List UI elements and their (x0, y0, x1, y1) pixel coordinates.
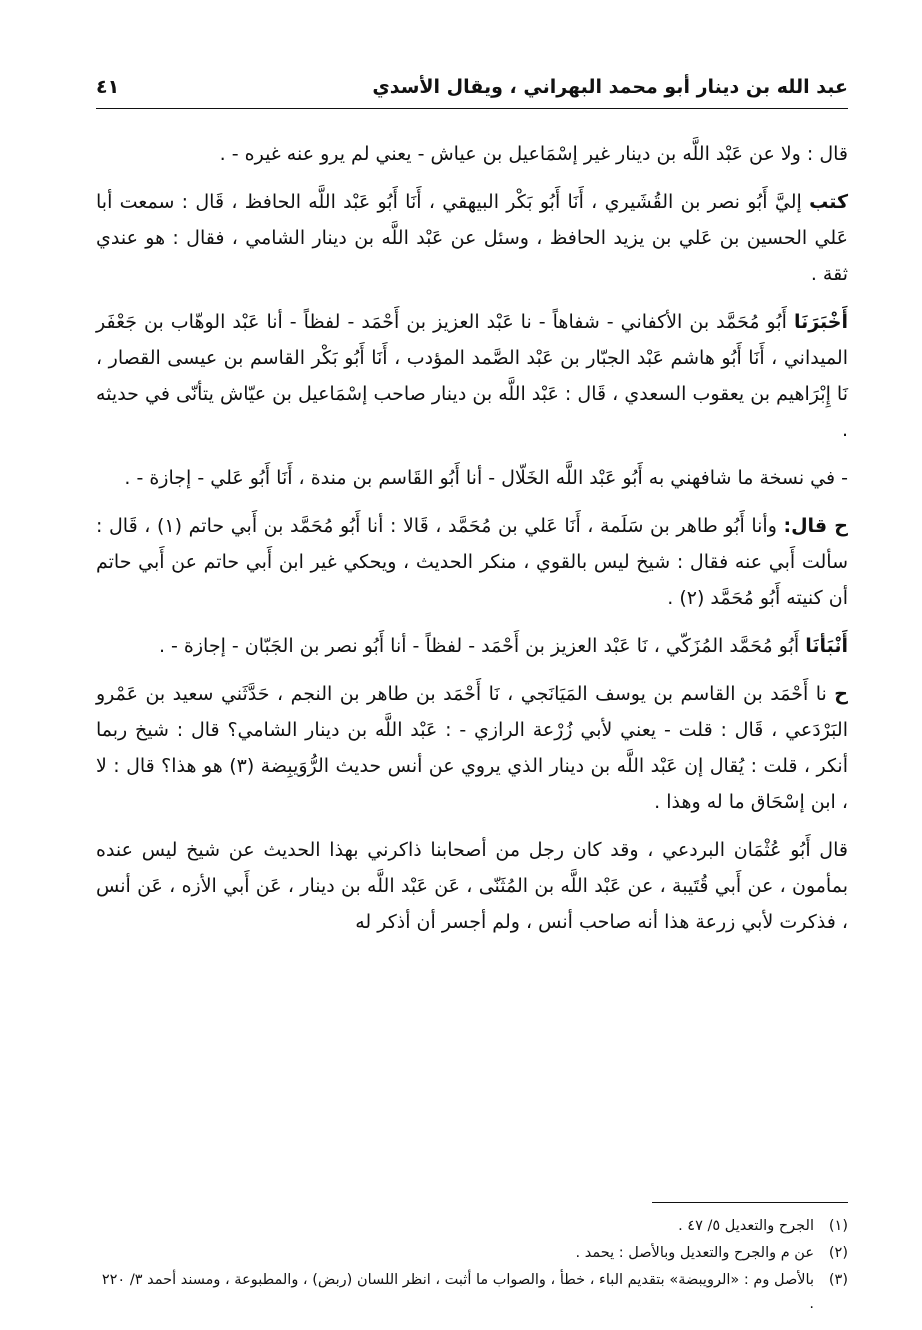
running-header (96, 70, 848, 106)
footnotes (96, 1214, 848, 1319)
paragraph-text: أَبُو مُحَمَّد بن الأكفاني - شفاهاً - نا عَبْد العزيز بن أَحْمَد - لفظاً - أنا عَبْد الوهّاب بن جَعْفَر الميداني ، أَنَا أَبُو هاشم عَبْد الجبّار بن عَبْد الصَّمد المؤدب ، أَنَا أَبُو بَكْر القاسم بن عيسى القصار ، نَا إِبْرَاهيم بن يعقوب السعدي ، قَال : عَبْد اللَّه بن دينار صاحب إسْمَاعيل بن عيّاش يتأنّى في حديثه . (96, 311, 848, 441)
footnote-text: عن م والجرح والتعديل وبالأصل : يحمد . (575, 1245, 814, 1261)
paragraph-text: - في نسخة ما شافهني به أَبُو عَبْد اللَّه الخَلّال - أنا أَبُو القَاسم بن مندة ، أَنَا أَبُو عَلي - إجازة - . (124, 467, 848, 489)
paragraph-text: قال أَبُو عُثْمَان البردعي ، وقد كان رجل من أصحابنا ذاكرني بهذا الحديث عن شيخ ليس عنده بمأمون ، عن أَبي قُتَيبة ، عن عَبْد اللَّه بن المُثَنّى ، عَن عَبْد اللَّه بن دينار ، عَن أَبي الأزه ، عَن أنس ، فذكرت لأبي زرعة هذا أنه صاحب أنس ، ولم أجسر أن أذكر له (96, 839, 848, 933)
paragraph-text: وأنا أَبُو طاهر بن سَلَمة ، أَنَا عَلي بن مُحَمَّد ، قَالا : أنا أَبُو مُحَمَّد بن أَبي حاتم (١) ، قَال : سألت أَبي عنه فقال : شيخ ليس بالقوي ، منكر الحديث ، ويحكي غير ابن أَبي حاتم عن أَبي حاتم أن كنيته أَبُو مُحَمَّد (٢) . (96, 515, 848, 609)
paragraph-lead: أَخْبَرَنَا (793, 311, 848, 333)
header-rule (96, 108, 848, 109)
paragraph-lead: ح (834, 683, 848, 705)
paragraph-text: نا أَحْمَد بن القاسم بن يوسف المَيَانَجي ، نَا أَحْمَد بن طاهر بن النجم ، حَدَّثَني سعيد بن عَمْرو البَرْدَعي ، قَال : قلت - يعني لأبي زُرْعة الرازي - : عَبْد اللَّه بن دينار الشامي؟ قال : شيخ ربما أنكر ، قلت : يُقال إن عَبْد اللَّه بن دينار الذي يروي عن أنس حديث الرُّوَيبِضة (٣) هو هذا؟ قال : لا ، ابن إسْحَاق ما له وهذا . (96, 683, 848, 813)
footnote (96, 1214, 848, 1238)
paragraph-text: أَبُو مُحَمَّد المُزَكّي ، نَا عَبْد العزيز بن أَحْمَد - لفظاً - أنا أَبُو نصر بن الجَبّان - إجازة - . (158, 635, 806, 657)
paragraph (96, 628, 848, 664)
paragraph (96, 460, 848, 496)
header-title: عبد الله بن دينار أبو محمد البهراني ، ويقال الأسدي (372, 76, 848, 98)
footnote-rule (652, 1202, 848, 1203)
paragraph (96, 676, 848, 820)
paragraph (96, 136, 848, 172)
paragraph (96, 184, 848, 292)
main-text (96, 136, 848, 952)
footnote-number: (١) (828, 1218, 848, 1234)
paragraph (96, 832, 848, 940)
paragraph-text: قال : ولا عن عَبْد اللَّه بن دينار غير إسْمَاعيل بن عياش - يعني لم يرو عنه غيره - . (219, 143, 848, 165)
book-page (96, 60, 848, 1312)
footnote-number: (٣) (828, 1272, 848, 1288)
paragraph-lead: كتب (809, 191, 848, 213)
paragraph (96, 304, 848, 448)
footnote (96, 1241, 848, 1265)
paragraph (96, 508, 848, 616)
footnote-text: الجرح والتعديل ٥/ ٤٧ . (678, 1218, 814, 1234)
paragraph-text: إليَّ أَبُو نصر بن القُشَيري ، أَنَا أَبُو بَكْر البيهقي ، أَنَا أَبُو عَبْد اللَّه الحافظ ، قَال : سمعت أبا عَلي الحسين بن عَلي بن يزيد الحافظ ، وسئل عن عَبْد اللَّه بن دينار الشامي ، فقال : هو عندي ثقة . (96, 191, 848, 285)
paragraph-lead: أَنْبَأنَا (805, 635, 848, 657)
paragraph-lead: ح قال: (783, 515, 848, 537)
footnote (96, 1268, 848, 1316)
page-number: ٤١ (96, 76, 120, 98)
footnote-text: بالأصل وم : «الرويبضة» بتقديم الباء ، خطأ ، والصواب ما أثبت ، انظر اللسان (ربض) ، والمطبوعة ، ومسند أحمد ٣/ ٢٢٠ . (101, 1272, 814, 1312)
footnote-number: (٢) (828, 1245, 848, 1261)
